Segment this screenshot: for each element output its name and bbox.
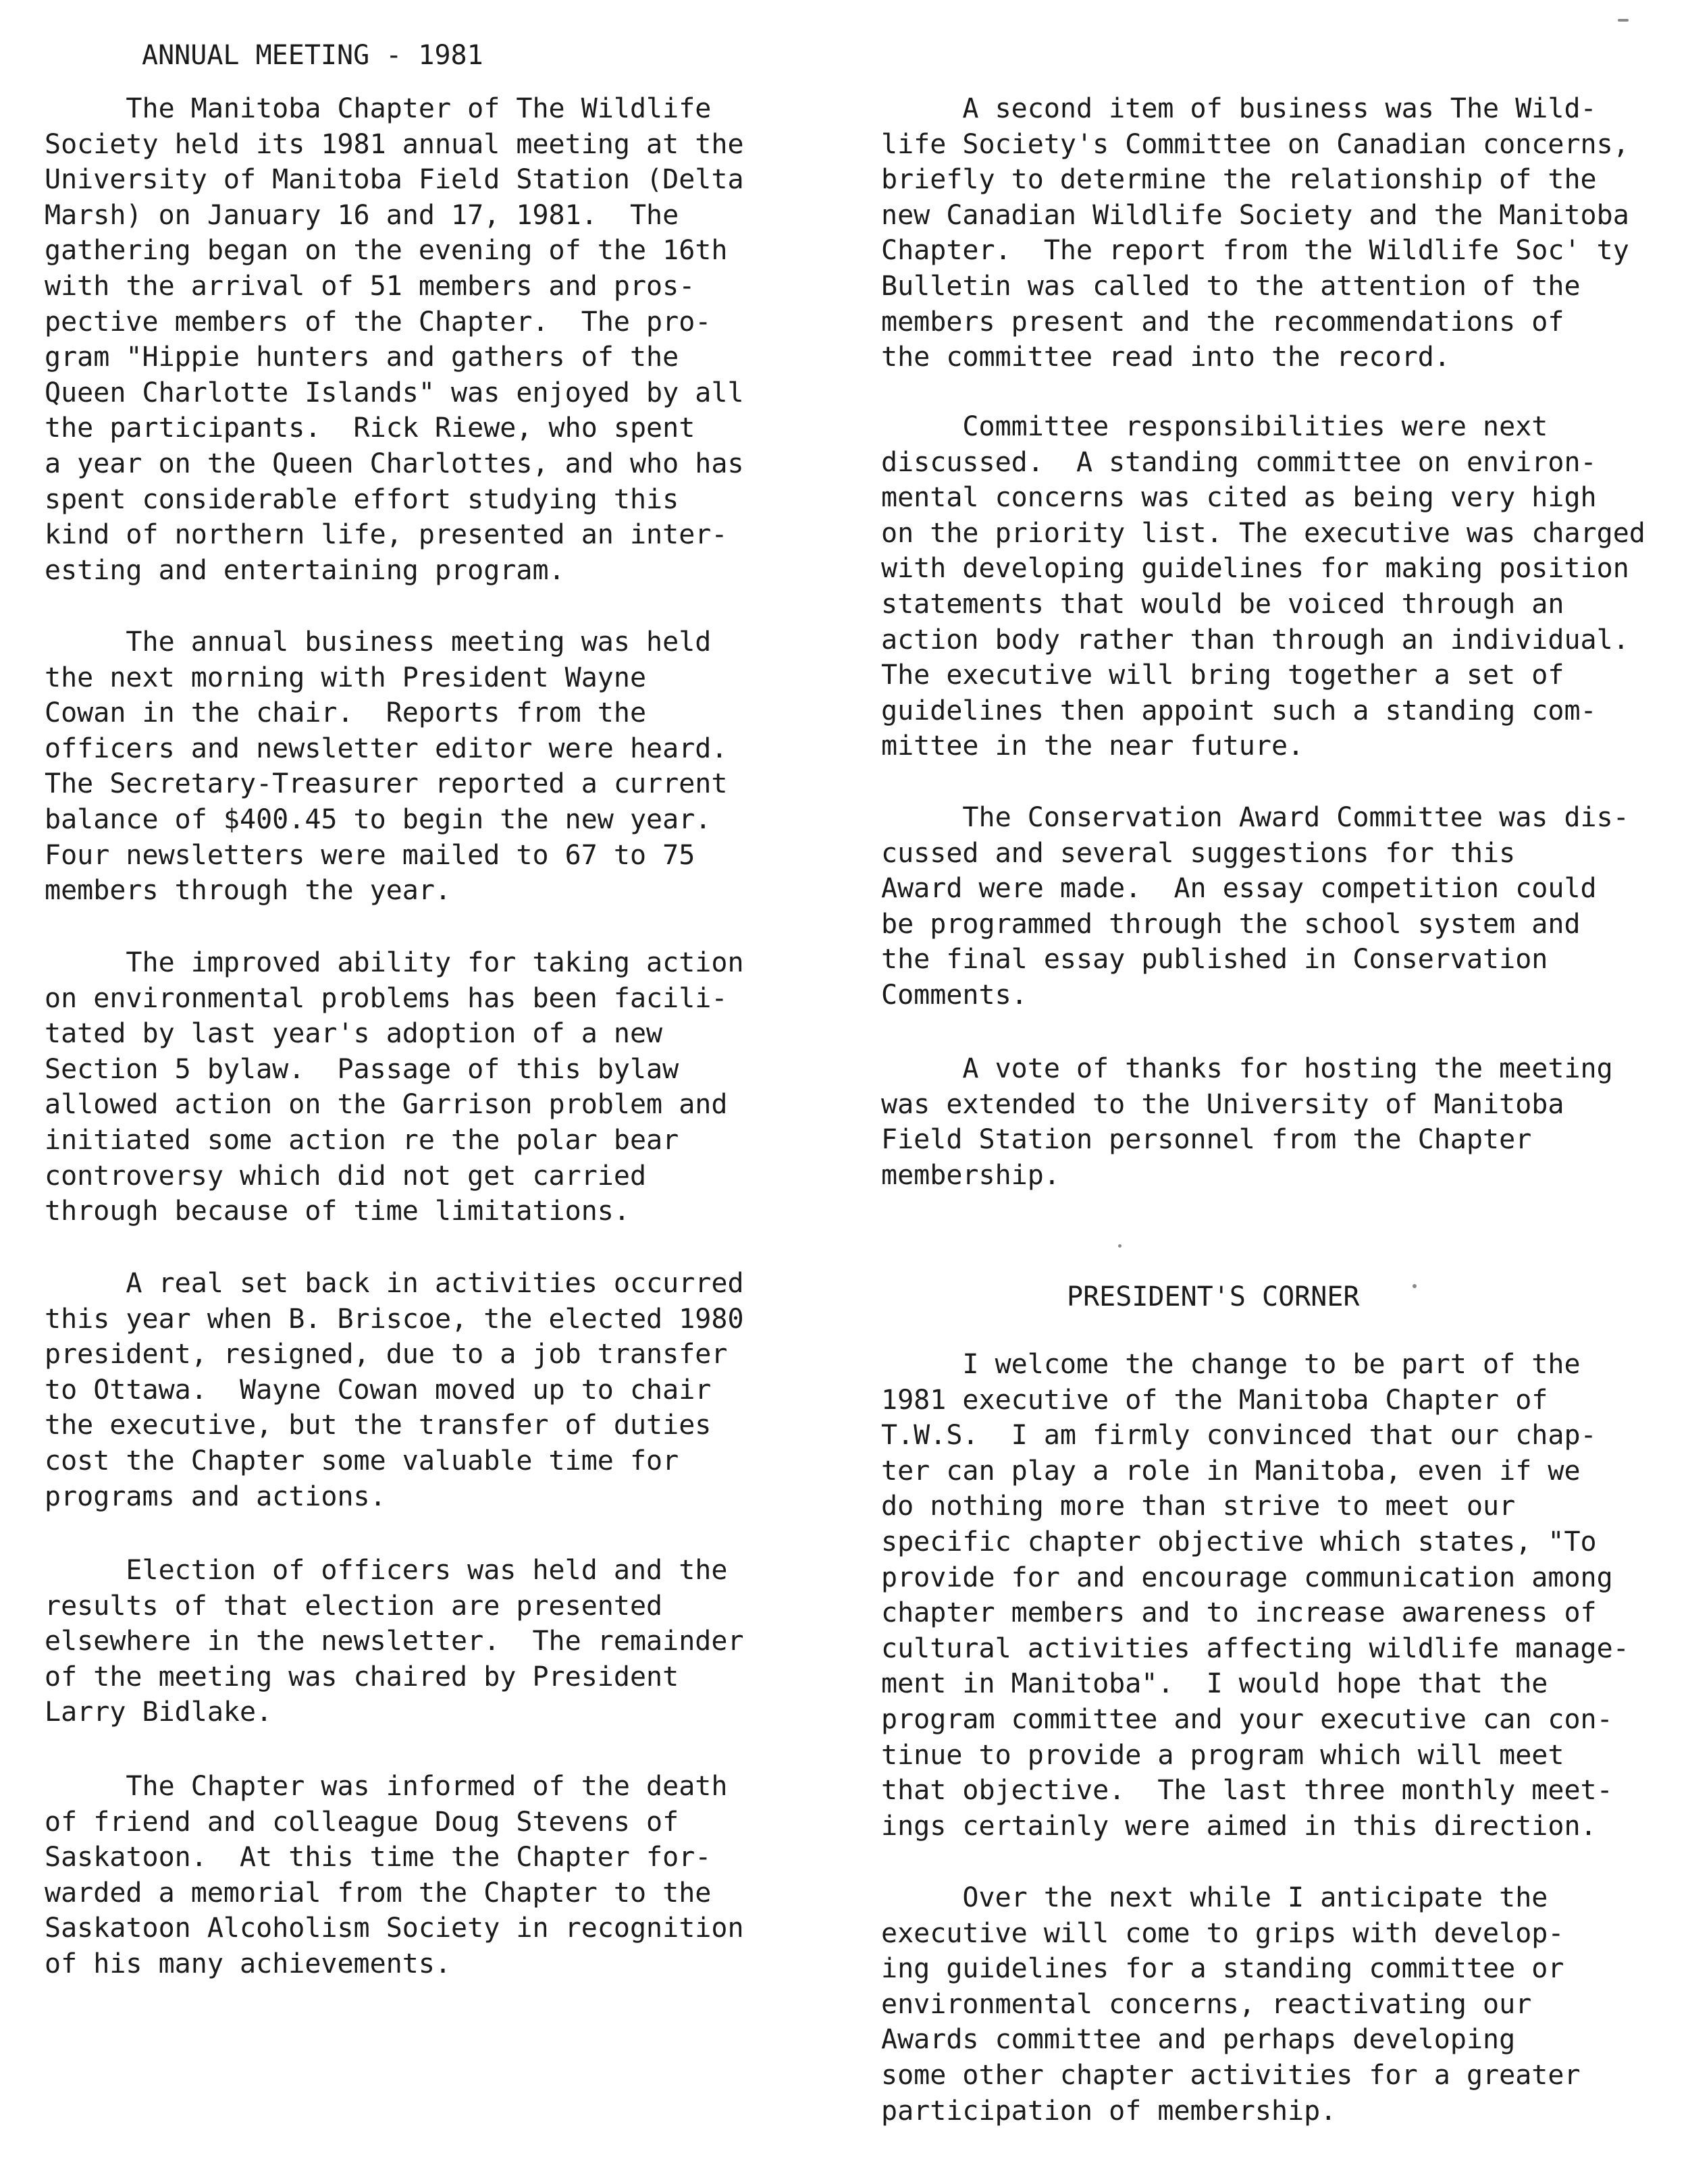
text-line: Section 5 bylaw. Passage of this bylaw: [45, 1053, 679, 1085]
text-line: some other chapter activities for a greater: [881, 2059, 1581, 2091]
text-line: University of Manitoba Field Station (Delta: [45, 164, 744, 196]
text-line: elsewhere in the newsletter. The remainder: [45, 1626, 744, 1657]
text-line: this year when B. Briscoe, the elected 1980: [45, 1303, 744, 1335]
text-line: programs and actions.: [45, 1481, 386, 1512]
paragraph-presidents-welcome: [881, 1347, 1629, 1844]
annual-meeting-heading: ANNUAL MEETING - 1981: [142, 40, 483, 71]
text-line: the participants. Rick Riewe, who spent: [45, 412, 695, 444]
text-line: Award were made. An essay competition could: [881, 873, 1597, 905]
text-line: The Secretary-Treasurer reported a current: [45, 768, 728, 800]
text-line: initiated some action re the polar bear: [45, 1124, 679, 1156]
scan-speck: [1413, 1284, 1417, 1288]
text-line: ter can play a role in Manitoba, even if we: [881, 1455, 1581, 1487]
text-line: gathering began on the evening of the 16th: [45, 235, 728, 267]
text-line: Comments.: [881, 979, 1028, 1011]
text-line: ment in Manitoba". I would hope that the: [881, 1668, 1548, 1700]
text-line: the executive, but the transfer of duties: [45, 1410, 712, 1441]
text-line: that objective. The last three monthly meet-: [881, 1775, 1613, 1807]
text-line: mental concerns was cited as being very high: [881, 482, 1597, 514]
text-line: on environmental problems has been facili-: [45, 982, 728, 1014]
text-line: cultural activities affecting wildlife manage-: [881, 1632, 1629, 1664]
text-line: I welcome the change to be part of the: [881, 1349, 1581, 1380]
scan-speck: [1118, 1244, 1122, 1248]
text-line: ings certainly were aimed in this direction.: [881, 1810, 1597, 1842]
text-line: cost the Chapter some valuable time for: [45, 1445, 679, 1476]
text-line: to Ottawa. Wayne Cowan moved up to chair: [45, 1374, 712, 1406]
text-line: be programmed through the school system and: [881, 908, 1581, 940]
scan-speck: [1618, 19, 1629, 22]
text-line: tinue to provide a program which will meet: [881, 1739, 1564, 1771]
text-line: discussed. A standing committee on environ-: [881, 446, 1597, 478]
text-line: pective members of the Chapter. The pro-: [45, 306, 712, 338]
text-line: results of that election are presented: [45, 1590, 663, 1622]
text-line: membership.: [881, 1159, 1060, 1191]
text-line: balance of $400.45 to begin the new year.: [45, 803, 712, 835]
text-line: Cowan in the chair. Reports from the: [45, 697, 647, 729]
text-line: on the priority list. The executive was charged: [881, 517, 1645, 549]
text-line: Larry Bidlake.: [45, 1697, 273, 1728]
text-line: specific chapter objective which states, "To: [881, 1526, 1597, 1557]
text-line: The Conservation Award Committee was dis-: [881, 802, 1629, 833]
text-line: the next morning with President Wayne: [45, 662, 647, 693]
text-line: executive will come to grips with develop-: [881, 1917, 1564, 1949]
text-line: Saskatoon Alcoholism Society in recognition: [45, 1913, 744, 1944]
paragraph-vote-of-thanks: [881, 1051, 1613, 1193]
text-line: Marsh) on January 16 and 17, 1981. The: [45, 199, 679, 231]
text-line: The executive will bring together a set of: [881, 660, 1564, 691]
text-line: through because of time limitations.: [45, 1196, 630, 1227]
text-line: Chapter. The report from the Wildlife Soc' ty: [881, 235, 1629, 267]
text-line: Society held its 1981 annual meeting at the: [45, 128, 744, 160]
paragraph-memorial: [45, 1769, 744, 1982]
text-line: of the meeting was chaired by President: [45, 1661, 679, 1693]
text-line: a year on the Queen Charlottes, and who has: [45, 448, 744, 479]
paragraph-business-meeting: [45, 624, 727, 909]
text-line: warded a memorial from the Chapter to the: [45, 1877, 712, 1909]
text-line: briefly to determine the relationship of the: [881, 164, 1597, 196]
text-line: life Society's Committee on Canadian concerns,: [881, 128, 1629, 160]
text-line: mittee in the near future.: [881, 730, 1304, 762]
text-line: esting and entertaining program.: [45, 554, 565, 586]
text-line: provide for and encourage communication among: [881, 1562, 1613, 1593]
text-line: A second item of business was The Wild-: [881, 93, 1597, 124]
text-line: Saskatoon. At this time the Chapter for-: [45, 1842, 712, 1873]
text-line: spent considerable effort studying this: [45, 483, 679, 515]
text-line: controversy which did not get carried: [45, 1160, 647, 1192]
text-line: cussed and several suggestions for this: [881, 837, 1516, 869]
text-line: Bulletin was called to the attention of the: [881, 270, 1581, 302]
text-line: Queen Charlotte Islands" was enjoyed by all: [45, 377, 744, 408]
text-line: was extended to the University of Manitoba: [881, 1088, 1564, 1120]
text-line: program committee and your executive can con-: [881, 1703, 1613, 1735]
text-line: officers and newsletter editor were heard.: [45, 733, 728, 764]
text-line: gram "Hippie hunters and gathers of the: [45, 342, 679, 373]
text-line: Over the next while I anticipate the: [881, 1882, 1548, 1913]
text-line: with developing guidelines for making position: [881, 553, 1629, 585]
text-line: allowed action on the Garrison problem and: [45, 1089, 728, 1121]
text-line: of his many achievements.: [45, 1948, 452, 1979]
text-line: tated by last year's adoption of a new: [45, 1018, 663, 1050]
text-line: Awards committee and perhaps developing: [881, 2024, 1516, 2056]
paragraph-election: [45, 1553, 744, 1730]
text-line: The Chapter was informed of the death: [45, 1771, 728, 1802]
text-line: The improved ability for taking action: [45, 947, 744, 978]
text-line: 1981 executive of the Manitoba Chapter of: [881, 1384, 1548, 1416]
text-line: members through the year.: [45, 875, 452, 907]
text-line: The annual business meeting was held: [45, 627, 712, 658]
text-line: ing guidelines for a standing committee or: [881, 1953, 1564, 1985]
text-line: chapter members and to increase awareness of: [881, 1597, 1597, 1629]
paragraph-presidents-outlook: [881, 1880, 1581, 2129]
text-line: Committee responsibilities were next: [881, 411, 1548, 442]
text-line: the committee read into the record.: [881, 342, 1450, 373]
text-line: environmental concerns, reactivating our: [881, 1988, 1532, 2020]
text-line: the final essay published in Conservation: [881, 944, 1548, 976]
text-line: do nothing more than strive to meet our: [881, 1491, 1516, 1522]
paragraph-meeting-intro: [45, 91, 744, 588]
text-line: president, resigned, due to a job transfer: [45, 1339, 728, 1370]
text-line: guidelines then appoint such a standing com-: [881, 695, 1597, 726]
text-line: of friend and colleague Doug Stevens of: [45, 1806, 679, 1838]
text-line: A real set back in activities occurred: [45, 1268, 744, 1299]
paragraph-environmental-action: [45, 945, 744, 1229]
paragraph-conservation-award: [881, 800, 1629, 1013]
paragraph-set-back: [45, 1266, 744, 1514]
text-line: Field Station personnel from the Chapter: [881, 1124, 1532, 1156]
text-line: with the arrival of 51 members and pros-: [45, 270, 695, 302]
text-line: statements that would be voiced through an: [881, 588, 1564, 620]
text-line: members present and the recommendations of: [881, 306, 1564, 338]
text-line: T.W.S. I am firmly convinced that our chap-: [881, 1420, 1597, 1451]
text-line: kind of northern life, presented an inter-: [45, 519, 728, 551]
text-line: The Manitoba Chapter of The Wildlife: [45, 93, 712, 124]
presidents-corner-heading: PRESIDENT'S CORNER: [1067, 1281, 1360, 1312]
text-line: action body rather than through an individual.: [881, 624, 1629, 656]
paragraph-canadian-concerns: [881, 91, 1629, 375]
text-line: participation of membership.: [881, 2095, 1337, 2127]
text-line: new Canadian Wildlife Society and the Manitoba: [881, 199, 1629, 231]
text-line: Election of officers was held and the: [45, 1555, 728, 1586]
text-line: Four newsletters were mailed to 67 to 75: [45, 839, 695, 871]
text-line: A vote of thanks for hosting the meeting: [881, 1053, 1613, 1084]
paragraph-committee-responsibilities: [881, 409, 1645, 764]
